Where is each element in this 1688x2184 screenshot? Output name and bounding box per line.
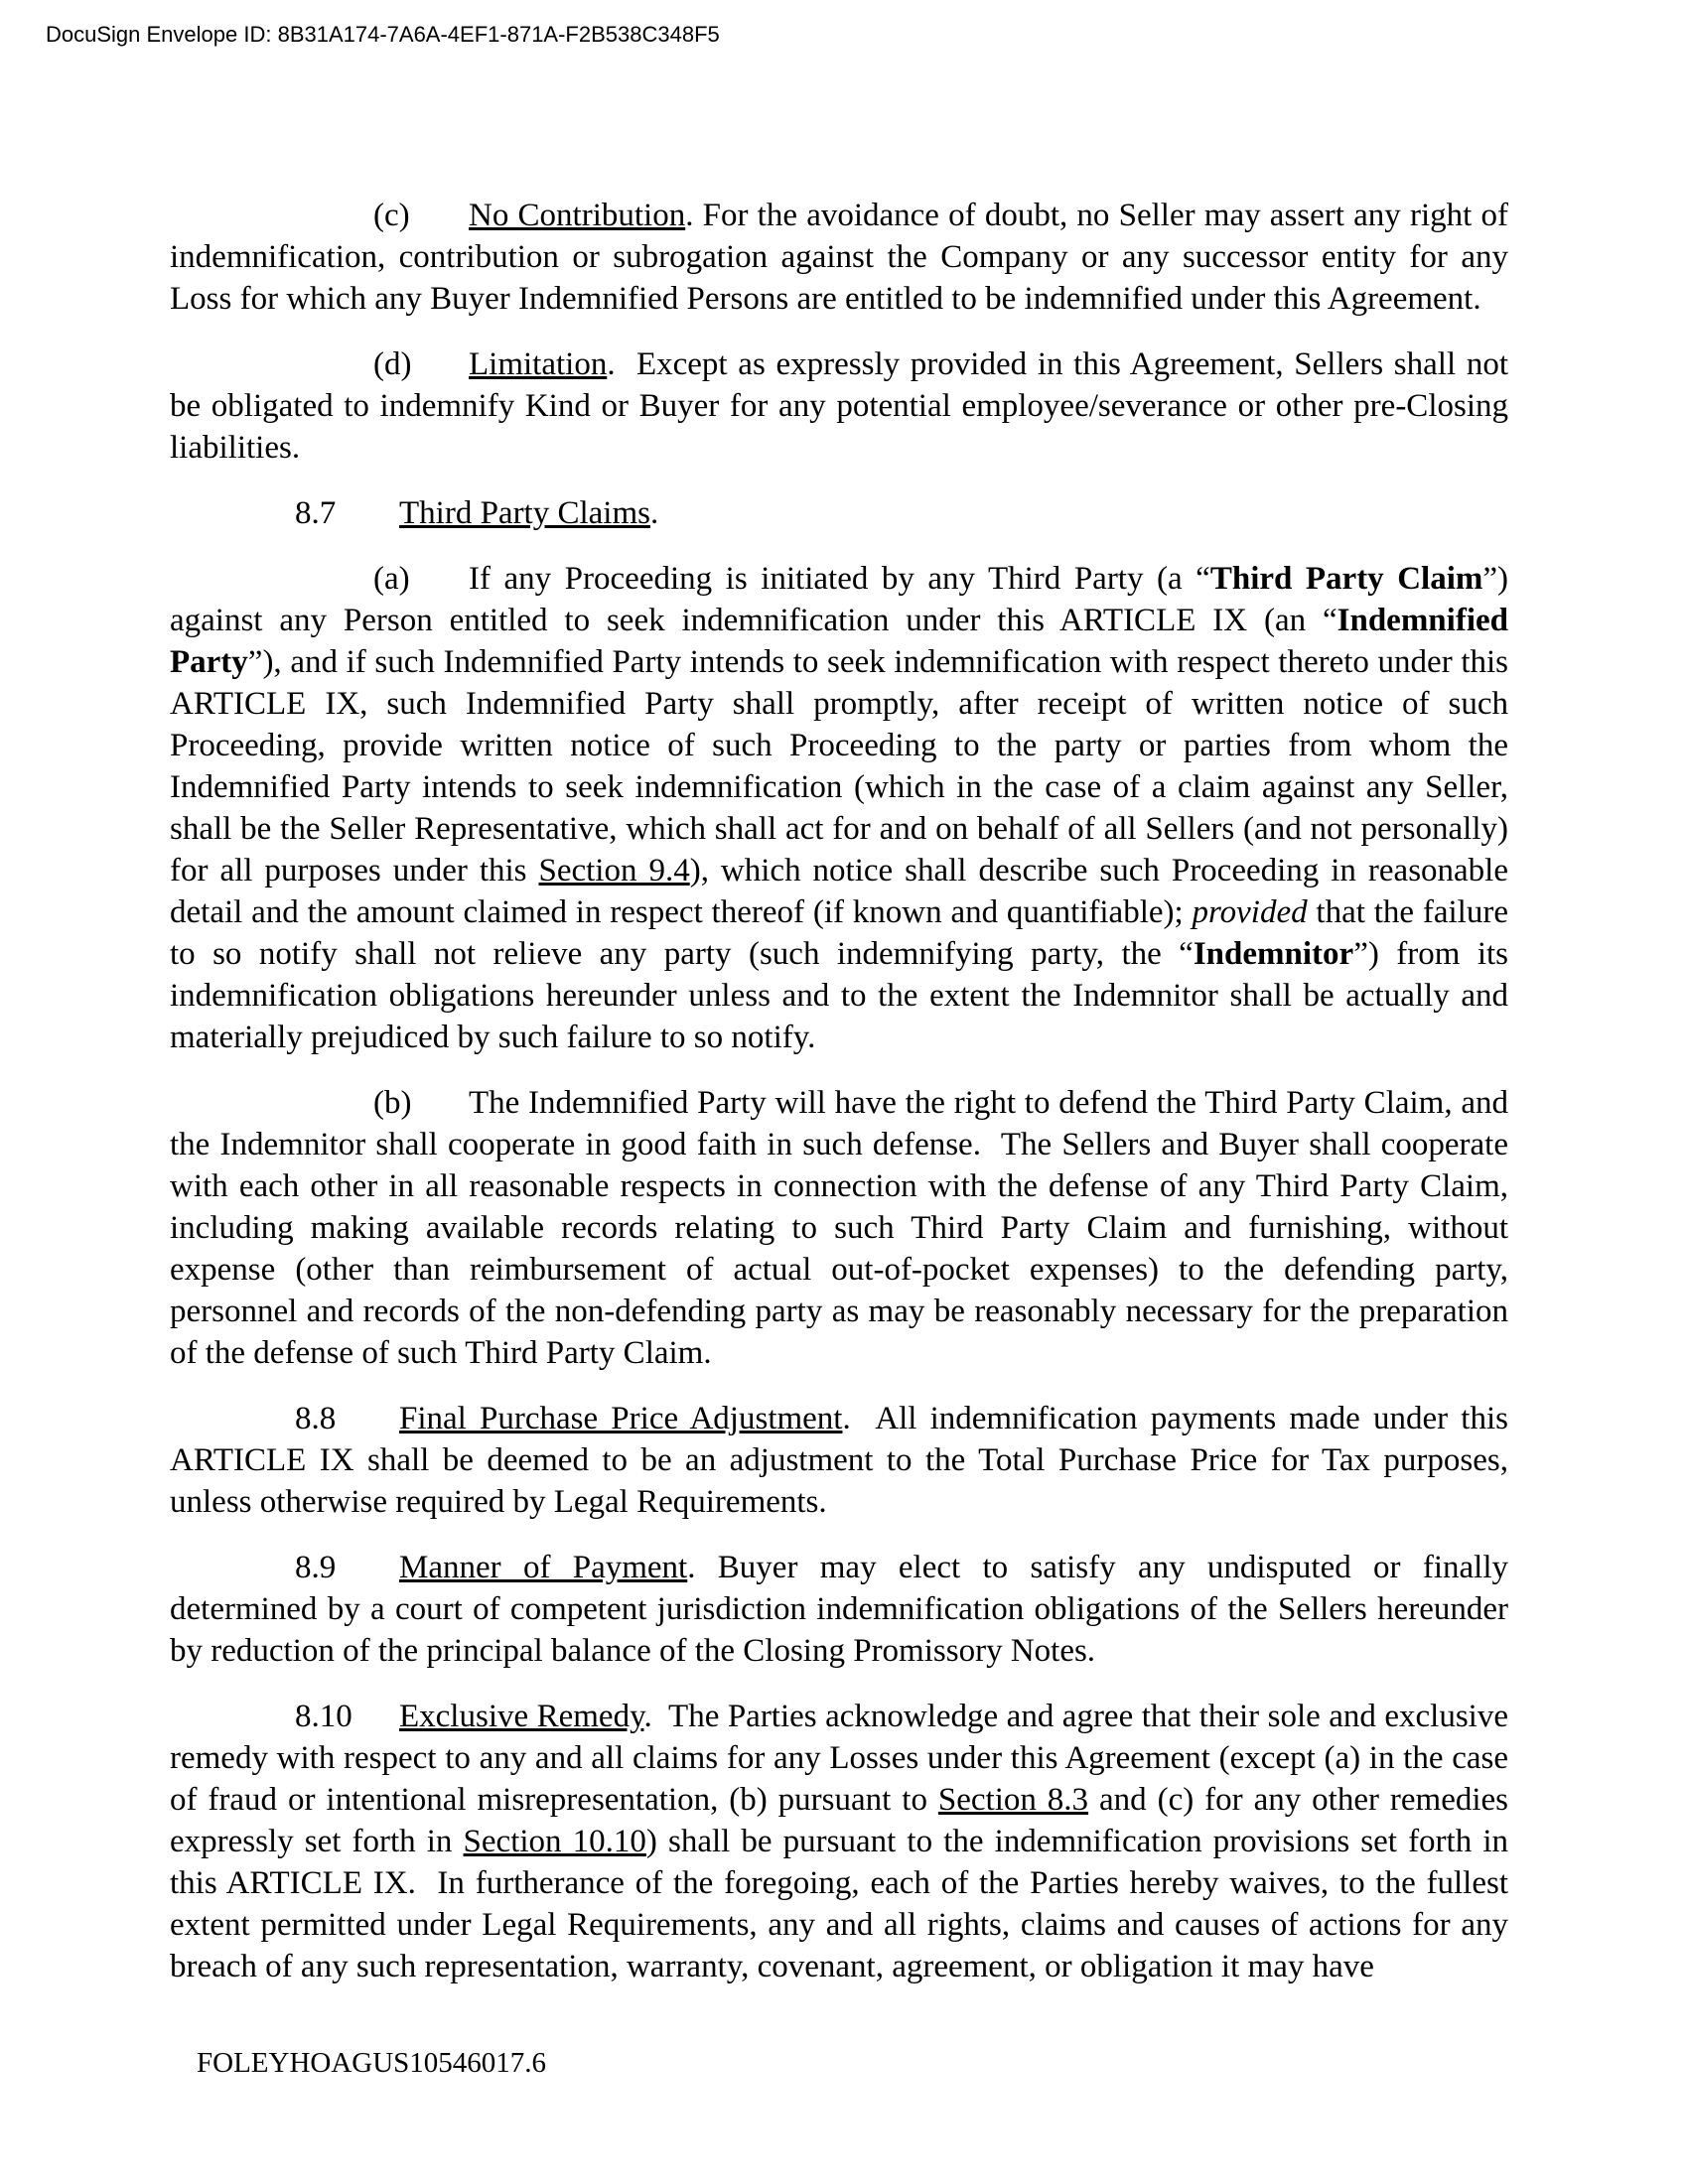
clause-text: . Except as expressly provided in this Agreement, Sellers shall not be obligated to indemnify Kind or Buyer for any potential employee/severance or other pre-Closing liabilities. [170,346,1517,466]
cross-reference-section-10-10: Section 10.10 [463,1824,646,1859]
defined-term-third-party-claim: Third Party Claim [1209,561,1483,597]
section-number: 8.10 [295,1699,352,1734]
clause-title-no-contribution: No Contribution [469,198,686,233]
paragraph-a [170,558,1517,1058]
section-number: 8.8 [295,1401,337,1436]
clause-title-limitation: Limitation [469,346,608,382]
italic-provided: provided [1192,894,1308,930]
section-number: 8.9 [295,1550,337,1585]
cross-reference-section-8-3: Section 8.3 [937,1782,1089,1818]
clause-label-a: (a) [373,561,410,597]
clause-text: that the failure to so notify shall not relieve any party (such indemnifying party, the “ [170,894,1517,972]
clause-text: If any Proceeding is initiated by any Third Party (a “ [469,561,1210,597]
paragraph-d [170,343,1517,469]
clause-label-b: (b) [373,1085,412,1121]
section-number: 8.7 [295,495,337,531]
section-text: . All indemnification payments made under this ARTICLE IX shall be deemed to be an adjustment to the Total Purchase Price for Tax purposes, unless otherwise required by Legal Requirements. [170,1401,1517,1520]
paragraph-c [170,195,1517,320]
section-title-exclusive-remedy: Exclusive Remedy [399,1699,644,1734]
cross-reference-section-9-4: Section 9.4 [538,853,690,888]
clause-text: ), which notice shall describe such Proceeding in reasonable detail and the amount claimed in respect thereof (if known and quantifiable); [170,853,1517,930]
section-8-8 [170,1398,1517,1523]
section-text: . Buyer may elect to satisfy any undisputed or finally determined by a court of competent jurisdiction indemnification obligations of the Sellers hereunder by reduction of the principal balance of the Closing Promissory Notes. [170,1550,1517,1669]
section-heading-8-7 [170,492,1508,534]
section-title-period: . [649,495,659,531]
clause-text: . For the avoidance of doubt, no Seller may assert any right of indemnification, contribution or subrogation against the Company or any successor entity for any Loss for which any Buyer Indemnified Persons are entitled to be indemnified under this Agreement. [170,198,1517,317]
clause-text: ”) against any Person entitled to seek indemnification under this ARTICLE IX (an “ [170,561,1517,638]
section-8-10 [170,1696,1517,1987]
section-text: and (c) for any other remedies expressly set forth in [170,1782,1517,1859]
section-title-third-party-claims: Third Party Claims [399,495,650,531]
section-text: . The Parties acknowledge and agree that their sole and exclusive remedy with respect to any and all claims for any Losses under this Agreement (except (a) in the case of fraud or intentional misrepresentation, (b) pursuant to [170,1699,1517,1818]
docusign-envelope-id: DocuSign Envelope ID: 8B31A174-7A6A-4EF1-871A-F2B538C348F5 [46,22,720,47]
section-8-9 [170,1547,1517,1672]
clause-text: ”) from its indemnification obligations hereunder unless and to the extent the Indemnitor shall be actually and materially prejudiced by such failure to so notify. [170,936,1517,1055]
defined-term-indemnified-party: Indemnified Party [170,603,1517,680]
footer-document-number: FOLEYHOAGUS10546017.6 [197,2047,547,2079]
document-body [170,195,1517,2011]
clause-text: ”), and if such Indemnified Party intends to seek indemnification with respect thereto under this ARTICLE IX, such Indemnified Party shall promptly, after receipt of written notice of such Proceeding, provide written notice of such Proceeding to the party or parties from whom the Indemnified Party intends to seek indemnification (which in the case of a claim against any Seller, shall be the Seller Representative, which shall act for and on behalf of all Sellers (and not personally) for all purposes under this [170,644,1517,888]
paragraph-b [170,1082,1517,1374]
clause-text: The Indemnified Party will have the right to defend the Third Party Claim, and the Indemnitor shall cooperate in good faith in such defense. The Sellers and Buyer shall cooperate with each other in all reasonable respects in connection with the defense of any Third Party Claim, including making available records relating to such Third Party Claim and furnishing, without expense (other than reimbursement of actual out-of-pocket expenses) to the defending party, personnel and records of the non-defending party as may be reasonably necessary for the preparation of the defense of such Third Party Claim. [170,1085,1517,1371]
defined-term-indemnitor: Indemnitor [1193,936,1354,972]
section-text: ) shall be pursuant to the indemnification provisions set forth in this ARTICLE IX. In furtherance of the foregoing, each of the Parties hereby waives, to the fullest extent permitted under Legal Requirements, any and all rights, claims and causes of actions for any breach of any such representation, warranty, covenant, agreement, or obligation it may have [170,1824,1517,1984]
clause-label-d: (d) [373,346,412,382]
clause-label-c: (c) [373,198,410,233]
section-title-final-purchase-price-adjustment: Final Purchase Price Adjustment [399,1401,843,1436]
section-title-manner-of-payment: Manner of Payment [399,1550,688,1585]
